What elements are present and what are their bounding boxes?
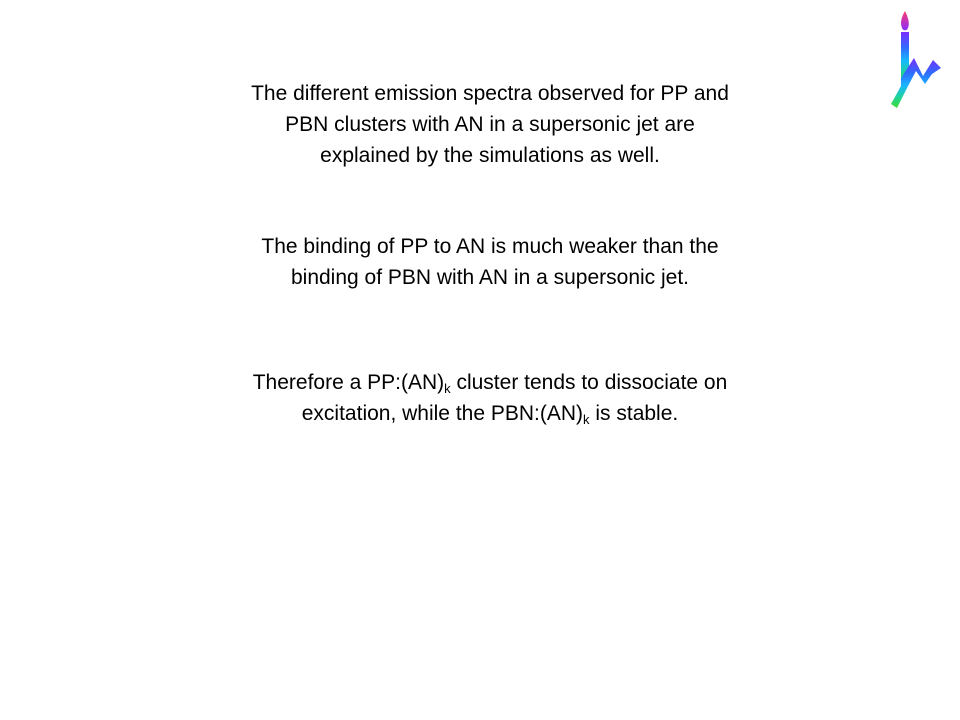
text-line <box>200 398 780 429</box>
text-line: The different emission spectra observed for PP and <box>251 82 729 105</box>
flame-logo-icon <box>885 8 945 113</box>
text-fragment: cluster tends to dissociate on <box>450 371 728 394</box>
subscript-k: k <box>444 381 451 396</box>
text-fragment: Therefore a PP:(AN) <box>252 371 445 394</box>
text-line <box>200 367 780 398</box>
flame-icon <box>901 11 909 30</box>
text-fragment: excitation, while the PBN:(AN) <box>301 402 584 425</box>
text-line: PBN clusters with AN in a supersonic jet are <box>285 113 695 136</box>
logo-zigzag <box>891 58 941 108</box>
text-fragment: is stable. <box>589 402 679 425</box>
paragraph-emission-spectra <box>200 78 780 171</box>
text-line: binding of PBN with AN in a supersonic jet. <box>290 266 690 289</box>
paragraph-dissociation <box>200 367 780 429</box>
paragraph-binding <box>200 231 780 293</box>
text-line: explained by the simulations as well. <box>320 144 660 167</box>
text-line: The binding of PP to AN is much weaker than the <box>261 235 719 258</box>
subscript-k: k <box>583 412 590 427</box>
